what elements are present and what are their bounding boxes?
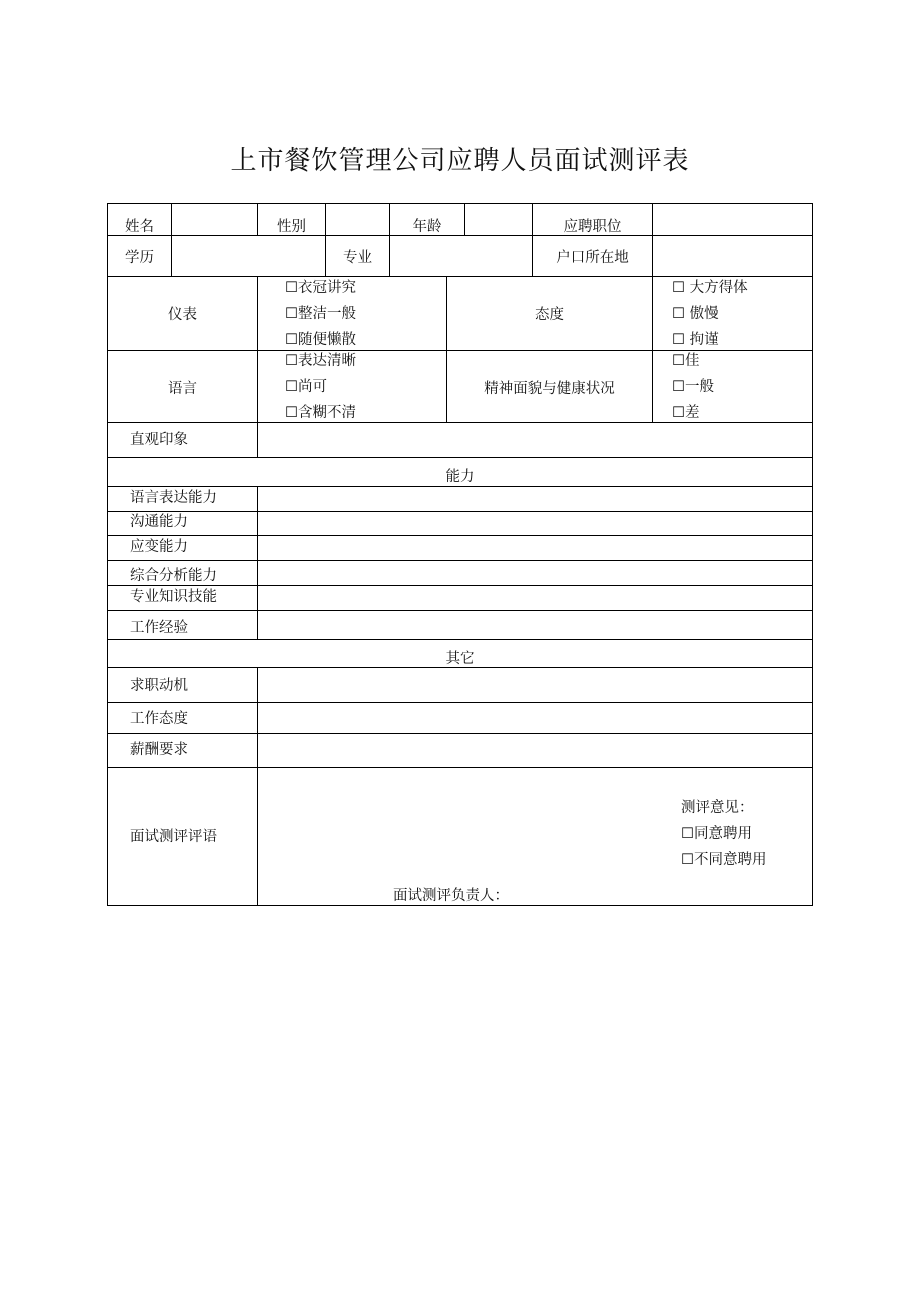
language-option[interactable]: ☐ 表达清晰 <box>285 352 356 370</box>
checkbox-icon <box>672 379 685 395</box>
opinion-label: 测评意见： <box>681 800 754 816</box>
attitude-option[interactable]: ☐ 傲慢 <box>672 305 719 323</box>
attitude-label: 态度 <box>535 306 564 323</box>
ability-item: 专业知识技能 <box>130 589 217 605</box>
checkbox-icon <box>672 332 685 348</box>
checkbox-icon <box>672 306 685 322</box>
checkbox-icon <box>285 306 298 322</box>
ability-item: 综合分析能力 <box>130 568 217 584</box>
checkbox-icon <box>285 405 298 421</box>
attitude-option[interactable]: ☐ 拘谨 <box>672 331 719 349</box>
education-label: 学历 <box>125 249 154 266</box>
ability-item: 语言表达能力 <box>130 490 217 506</box>
appearance-option[interactable]: ☐ 衣冠讲究 <box>285 279 356 297</box>
spirit-option[interactable]: ☐ 差 <box>672 404 700 422</box>
checkbox-icon <box>672 280 685 296</box>
checkbox-icon <box>285 332 298 348</box>
other-header: 其它 <box>445 650 475 667</box>
appearance-option[interactable]: ☐ 整洁一般 <box>285 305 356 323</box>
position-label: 应聘职位 <box>563 218 622 235</box>
attitude-option[interactable]: ☐ 大方得体 <box>672 279 748 297</box>
other-item: 薪酬要求 <box>130 742 188 758</box>
opinion-option-agree[interactable]: ☐ 同意聘用 <box>681 825 752 843</box>
checkbox-icon <box>681 826 694 842</box>
other-item: 求职动机 <box>130 678 188 694</box>
checkbox-icon <box>672 353 685 369</box>
gender-label: 性别 <box>277 218 306 235</box>
checkbox-icon <box>285 353 298 369</box>
language-option[interactable]: ☐ 尚可 <box>285 378 327 396</box>
residence-label: 户口所在地 <box>556 249 629 266</box>
language-option[interactable]: ☐ 含糊不清 <box>285 404 356 422</box>
page-title: 上市餐饮管理公司应聘人员面试测评表 <box>230 146 690 176</box>
ability-header: 能力 <box>445 468 475 485</box>
age-label: 年龄 <box>412 218 442 235</box>
ability-item: 应变能力 <box>130 539 188 555</box>
evaluation-label: 面试测评评语 <box>130 829 217 845</box>
signer-label: 面试测评负责人： <box>393 888 509 904</box>
appearance-option[interactable]: ☐ 随便懒散 <box>285 331 356 349</box>
checkbox-icon <box>681 852 694 868</box>
spirit-option[interactable]: ☐ 佳 <box>672 352 700 370</box>
checkbox-icon <box>285 280 298 296</box>
impression-label: 直观印象 <box>130 432 188 448</box>
major-label: 专业 <box>343 249 372 266</box>
language-label: 语言 <box>168 380 197 397</box>
spirit-label: 精神面貌与健康状况 <box>484 380 615 397</box>
other-item: 工作态度 <box>130 711 188 727</box>
ability-item: 工作经验 <box>130 620 188 636</box>
checkbox-icon <box>285 379 298 395</box>
name-label: 姓名 <box>125 218 154 235</box>
appearance-label: 仪表 <box>168 306 197 323</box>
spirit-option[interactable]: ☐ 一般 <box>672 378 714 396</box>
checkbox-icon <box>672 405 685 421</box>
opinion-option-disagree[interactable]: ☐ 不同意聘用 <box>681 851 767 869</box>
ability-item: 沟通能力 <box>130 514 188 530</box>
